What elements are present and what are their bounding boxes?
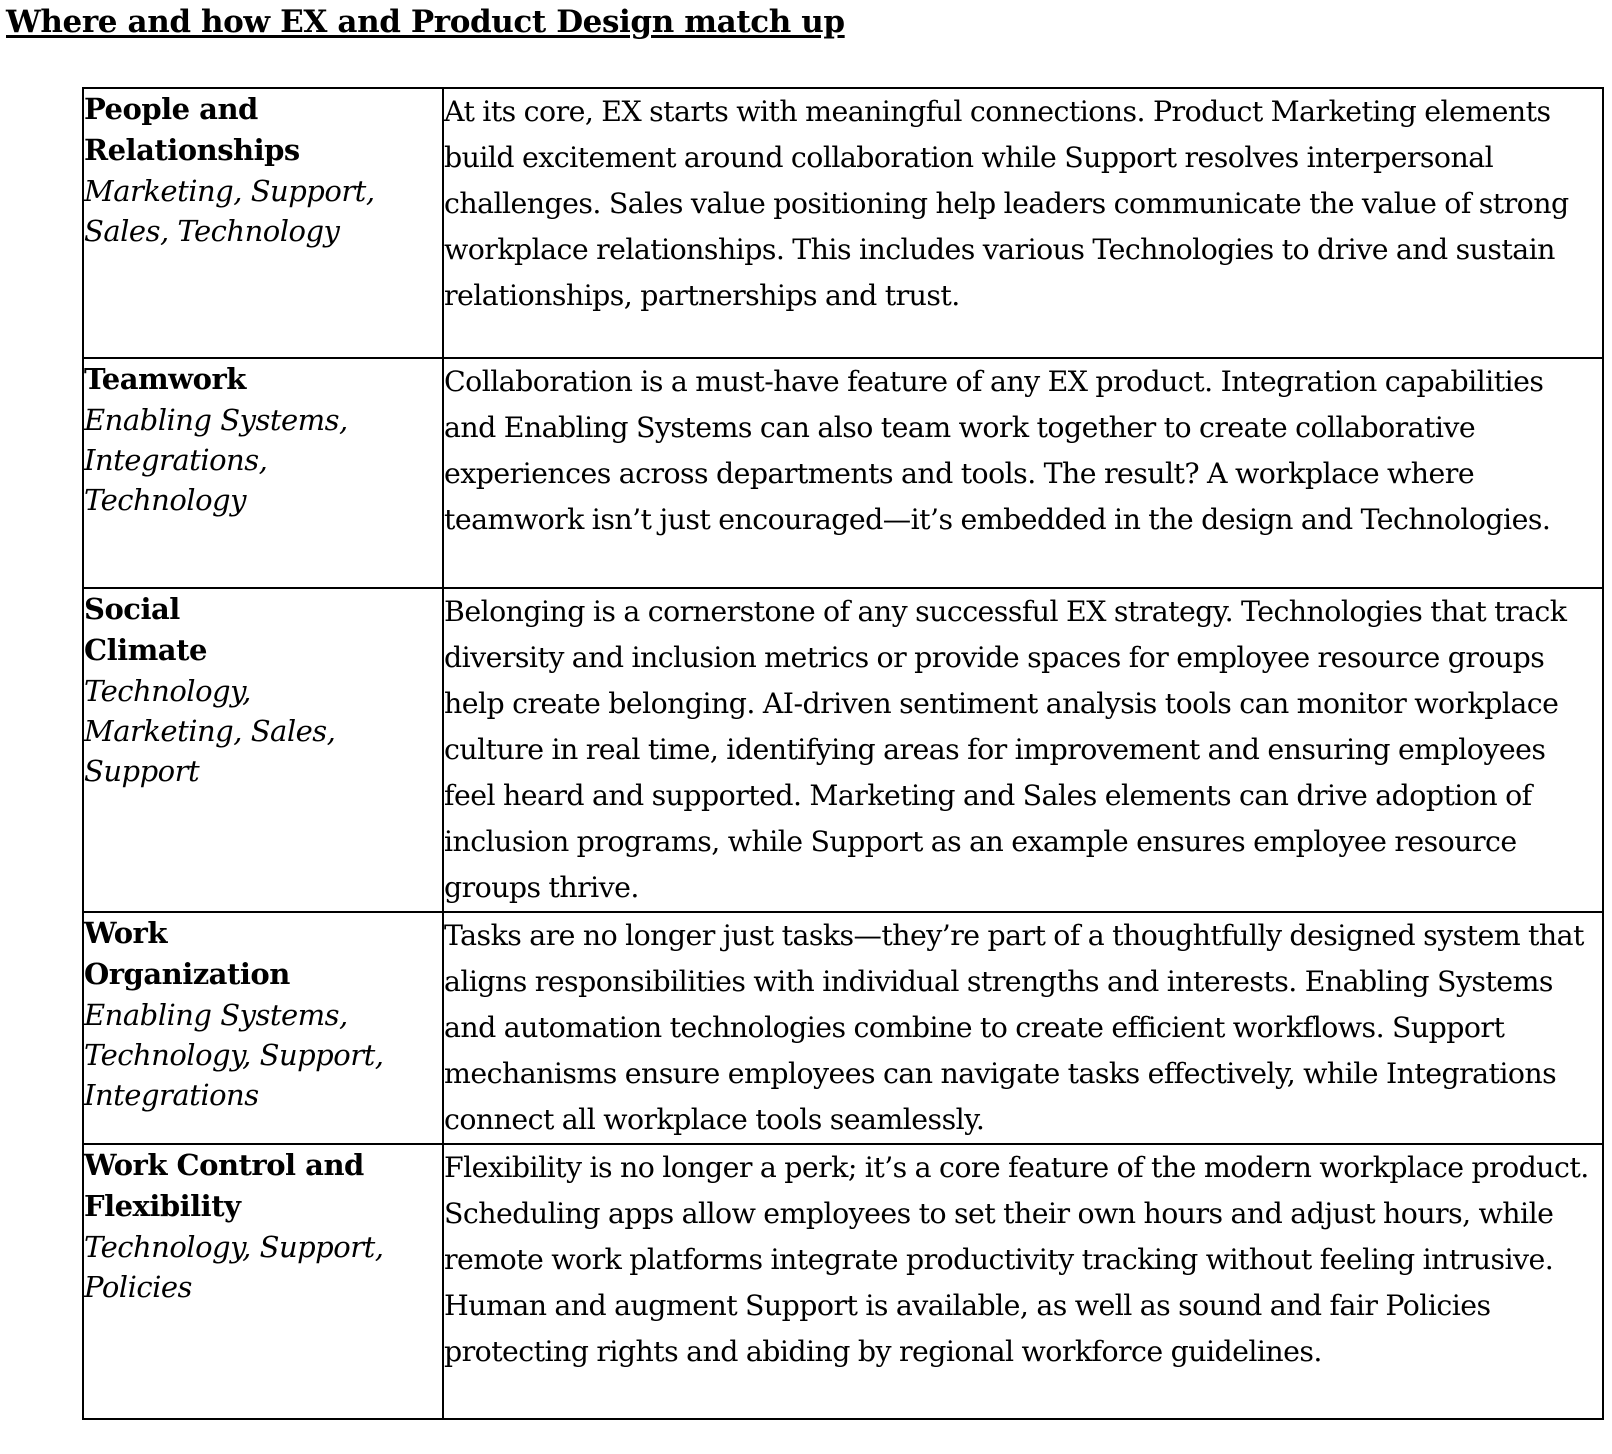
category-cell (83, 358, 443, 588)
table-row (83, 1144, 1603, 1419)
category-areas-line: Policies (84, 1270, 192, 1304)
category-areas-line: Enabling Systems, (84, 998, 348, 1032)
description-text: At its core, EX starts with meaningful connections. Product Marketing elements build excitement around collaboration while Support resolves interpersonal challenges. Sales value positioning help leaders communicate the value of strong workplace relationships. This includes various Technologies to drive and sustain relationships, partnerships and trust. (444, 95, 1569, 312)
category-areas-line: Enabling Systems, (84, 403, 348, 437)
description-text: Tasks are no longer just tasks—they’re part of a thoughtfully designed system that aligns responsibilities with individual strengths and interests. Enabling Systems and automation technologies combine to create efficient workflows. Support mechanisms ensure employees can navigate tasks effectively, while Integrations connect all workplace tools seamlessly. (444, 919, 1584, 1136)
description-cell (443, 88, 1603, 358)
category-title-line: Climate (84, 633, 207, 667)
description-cell (443, 1144, 1603, 1419)
category-cell (83, 88, 443, 358)
category-cell (83, 588, 443, 912)
category-areas-line: Support (84, 754, 200, 788)
description-cell (443, 912, 1603, 1144)
category-areas (84, 995, 442, 1115)
category-title (84, 913, 442, 995)
description-text: Belonging is a cornerstone of any successful EX strategy. Technologies that track diversity and inclusion metrics or provide spaces for employee resource groups help create belonging. AI-driven sentiment analysis tools can monitor workplace culture in real time, identifying areas for improvement and ensuring employees feel heard and supported. Marketing and Sales elements can drive adoption of inclusion programs, while Support as an example ensures employee resource groups thrive. (444, 595, 1567, 904)
table-row (83, 588, 1603, 912)
category-areas-line: Sales, Technology (84, 214, 340, 248)
category-title-line: Relationships (84, 133, 300, 167)
category-areas-line: Technology, (84, 674, 251, 708)
category-areas-line: Integrations (84, 1078, 259, 1112)
category-areas-line: Integrations, (84, 443, 268, 477)
description-cell (443, 358, 1603, 588)
table-row (83, 88, 1603, 358)
description-text: Flexibility is no longer a perk; it’s a core feature of the modern workplace product. Scheduling apps allow employees to set their own hours and adjust hours, while remote work platforms integrate productivity tracking without feeling intrusive. Human and augment Support is available, as well as sound and fair Policies protecting rights and abiding by regional workforce guidelines. (444, 1151, 1589, 1368)
category-title-line: Social (84, 592, 180, 626)
category-title-line: Flexibility (84, 1189, 241, 1223)
category-areas-line: Marketing, Sales, (84, 714, 336, 748)
category-areas-line: Technology, Support, (84, 1038, 384, 1072)
category-title-line: Organization (84, 957, 290, 991)
category-areas (84, 171, 442, 251)
description-cell (443, 588, 1603, 912)
category-areas-line: Technology, Support, (84, 1230, 384, 1264)
document-title: Where and how EX and Product Design match up (6, 4, 845, 40)
category-areas (84, 1227, 442, 1307)
category-areas-line: Technology (84, 483, 246, 517)
category-cell (83, 912, 443, 1144)
category-title (84, 89, 442, 171)
category-cell (83, 1144, 443, 1419)
category-areas (84, 671, 442, 791)
table-row (83, 358, 1603, 588)
category-title (84, 359, 442, 400)
category-title (84, 1145, 442, 1227)
category-title-line: Teamwork (84, 362, 246, 396)
table-row (83, 912, 1603, 1144)
ex-product-design-table (82, 87, 1604, 1420)
category-title (84, 589, 442, 671)
category-areas-line: Marketing, Support, (84, 174, 375, 208)
category-title-line: People and (84, 92, 258, 126)
category-areas (84, 400, 442, 520)
category-title-line: Work Control and (84, 1148, 364, 1182)
category-title-line: Work (84, 916, 167, 950)
description-text: Collaboration is a must-have feature of any EX product. Integration capabilities and Enabling Systems can also team work together to create collaborative experiences across departments and tools. The result? A workplace where teamwork isn’t just encouraged—it’s embedded in the design and Technologies. (444, 365, 1551, 536)
